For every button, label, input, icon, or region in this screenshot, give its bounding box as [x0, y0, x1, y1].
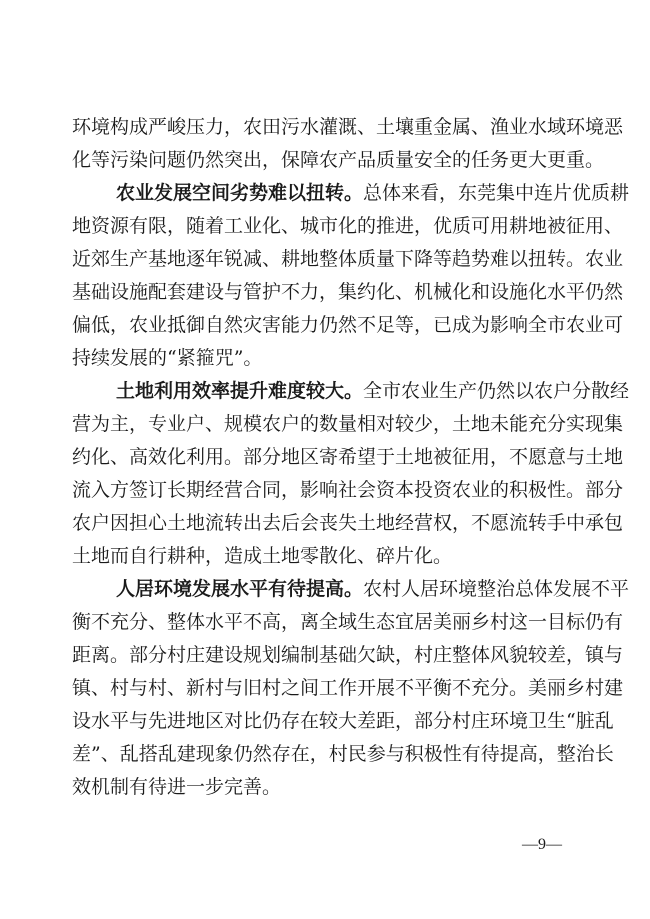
text-line: 差”、乱搭乱建现象仍然存在，村民参与积极性有待提高，整治长 — [72, 743, 614, 765]
text-run: 总体来看，东莞集中连片优质耕 — [363, 182, 630, 204]
document-body — [72, 111, 630, 804]
text-line: 化等污染问题仍然突出，保障农产品质量安全的任务更大更重。 — [72, 149, 605, 171]
text-line: 土地而自行耕种，造成土地零散化、碎片化。 — [72, 545, 453, 567]
paragraph-3 — [72, 375, 630, 573]
paragraph-heading: 人居环境发展水平有待提高。 — [116, 578, 364, 600]
text-line: 效机制有待进一步完善。 — [72, 776, 282, 798]
text-line: 营为主，专业户、规模农户的数量相对较少，土地未能充分实现集 — [72, 413, 624, 435]
text-line: 流入方签订长期经营合同，影响社会资本投资农业的积极性。部分 — [72, 479, 624, 501]
text-line: 农户因担心土地流转出去后会丧失土地经营权，不愿流转手中承包 — [72, 512, 624, 534]
text-run: 全市农业生产仍然以农户分散经 — [363, 380, 630, 402]
text-line: 基础设施配套建设与管护不力，集约化、机械化和设施化水平仍然 — [72, 281, 624, 303]
text-line: 地资源有限，随着工业化、城市化的推进，优质可用耕地被征用、 — [72, 215, 624, 237]
page-number: —9— — [522, 836, 562, 853]
paragraph-heading: 农业发展空间劣势难以扭转。 — [116, 182, 364, 204]
text-line — [72, 177, 630, 210]
paragraph-2 — [72, 177, 630, 375]
text-line: 设水平与先进地区对比仍存在较大差距，部分村庄环境卫生“脏乱 — [72, 710, 614, 732]
paragraph-1 — [72, 111, 624, 177]
text-line: 距离。部分村庄建设规划编制基础欠缺，村庄整体风貌较差，镇与 — [72, 644, 624, 666]
paragraph-heading: 土地利用效率提升难度较大。 — [116, 380, 364, 402]
text-line: 近郊生产基地逐年锐减、耕地整体质量下降等趋势难以扭转。农业 — [72, 248, 624, 270]
text-line: 镇、村与村、新村与旧村之间工作开展不平衡不充分。美丽乡村建 — [72, 677, 624, 699]
text-line — [72, 573, 630, 606]
text-run: 农村人居环境整治总体发展不平 — [363, 578, 630, 600]
text-line: 偏低，农业抵御自然灾害能力仍然不足等，已成为影响全市农业可 — [72, 314, 624, 336]
paragraph-4 — [72, 573, 630, 804]
text-line: 环境构成严峻压力，农田污水灌溉、土壤重金属、渔业水域环境恶 — [72, 116, 624, 138]
text-line: 衡不充分、整体水平不高，离全域生态宜居美丽乡村这一目标仍有 — [72, 611, 624, 633]
text-line — [72, 375, 630, 408]
text-line: 约化、高效化利用。部分地区寄希望于土地被征用，不愿意与土地 — [72, 446, 624, 468]
text-line: 持续发展的“紧箍咒”。 — [72, 347, 263, 369]
